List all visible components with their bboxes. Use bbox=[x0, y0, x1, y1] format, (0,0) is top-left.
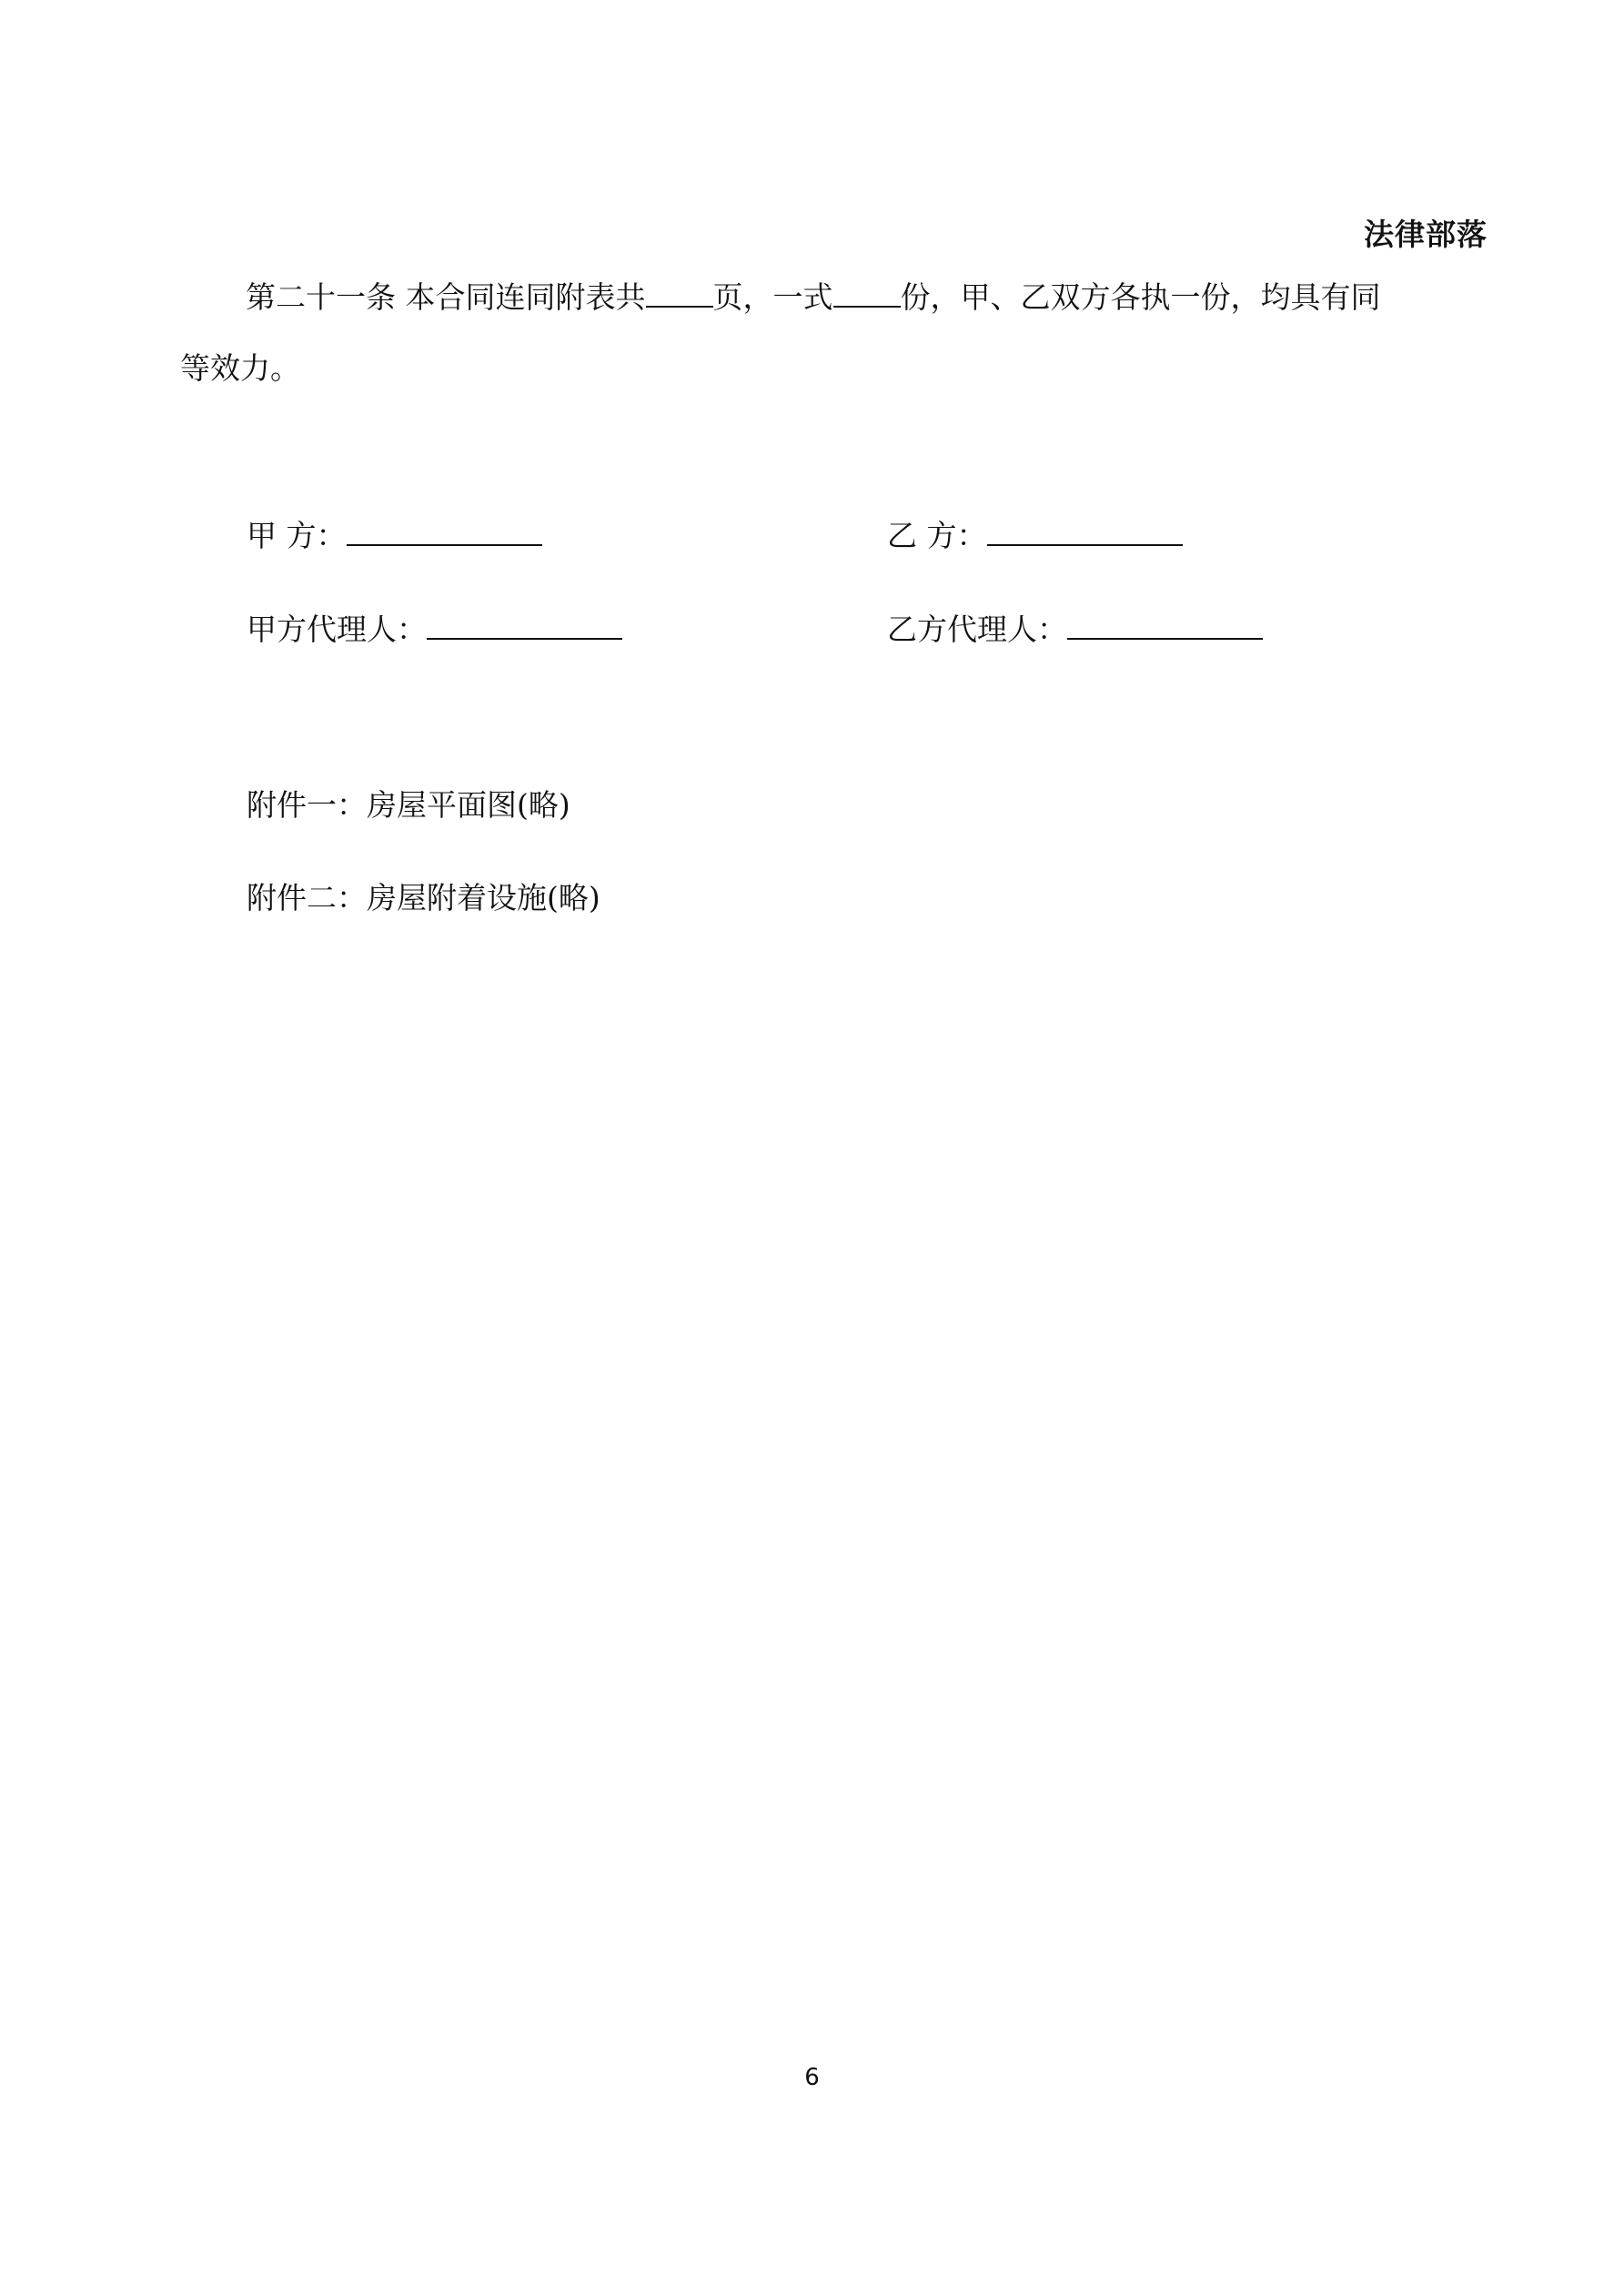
article-line-2 bbox=[180, 333, 1481, 404]
party-a-agent-blank bbox=[427, 611, 622, 640]
party-a-agent-label: 甲方代理人： bbox=[247, 611, 427, 647]
party-a-blank bbox=[347, 517, 542, 546]
party-b-signature bbox=[887, 517, 1183, 554]
party-a-agent-signature bbox=[247, 611, 622, 648]
article-text-1: 第二十一条 本合同连同附表共 bbox=[246, 279, 646, 315]
article-line-1 bbox=[180, 262, 1481, 333]
header-brand: 法律部落 bbox=[1364, 217, 1488, 252]
article-text-4: 等效力。 bbox=[180, 350, 300, 386]
party-b-agent-signature bbox=[887, 611, 1263, 648]
article-21 bbox=[180, 262, 1481, 404]
article-text-3: 份，甲、乙双方各执一份，均具有同 bbox=[900, 279, 1381, 315]
party-a-signature bbox=[247, 517, 542, 554]
article-text-2: 页，一式 bbox=[712, 279, 833, 315]
party-b-label: 乙 方： bbox=[887, 517, 987, 553]
attachment-2: 附件二：房屋附着设施(略) bbox=[247, 880, 600, 915]
page-number: 6 bbox=[804, 2064, 820, 2091]
copy-count-blank bbox=[833, 278, 901, 308]
party-b-agent-blank bbox=[1067, 611, 1263, 640]
attachment-1: 附件一：房屋平面图(略) bbox=[247, 787, 570, 823]
party-b-blank bbox=[987, 517, 1183, 546]
party-a-label: 甲 方： bbox=[247, 517, 347, 553]
page-count-blank bbox=[646, 278, 713, 308]
party-b-agent-label: 乙方代理人： bbox=[887, 611, 1067, 647]
